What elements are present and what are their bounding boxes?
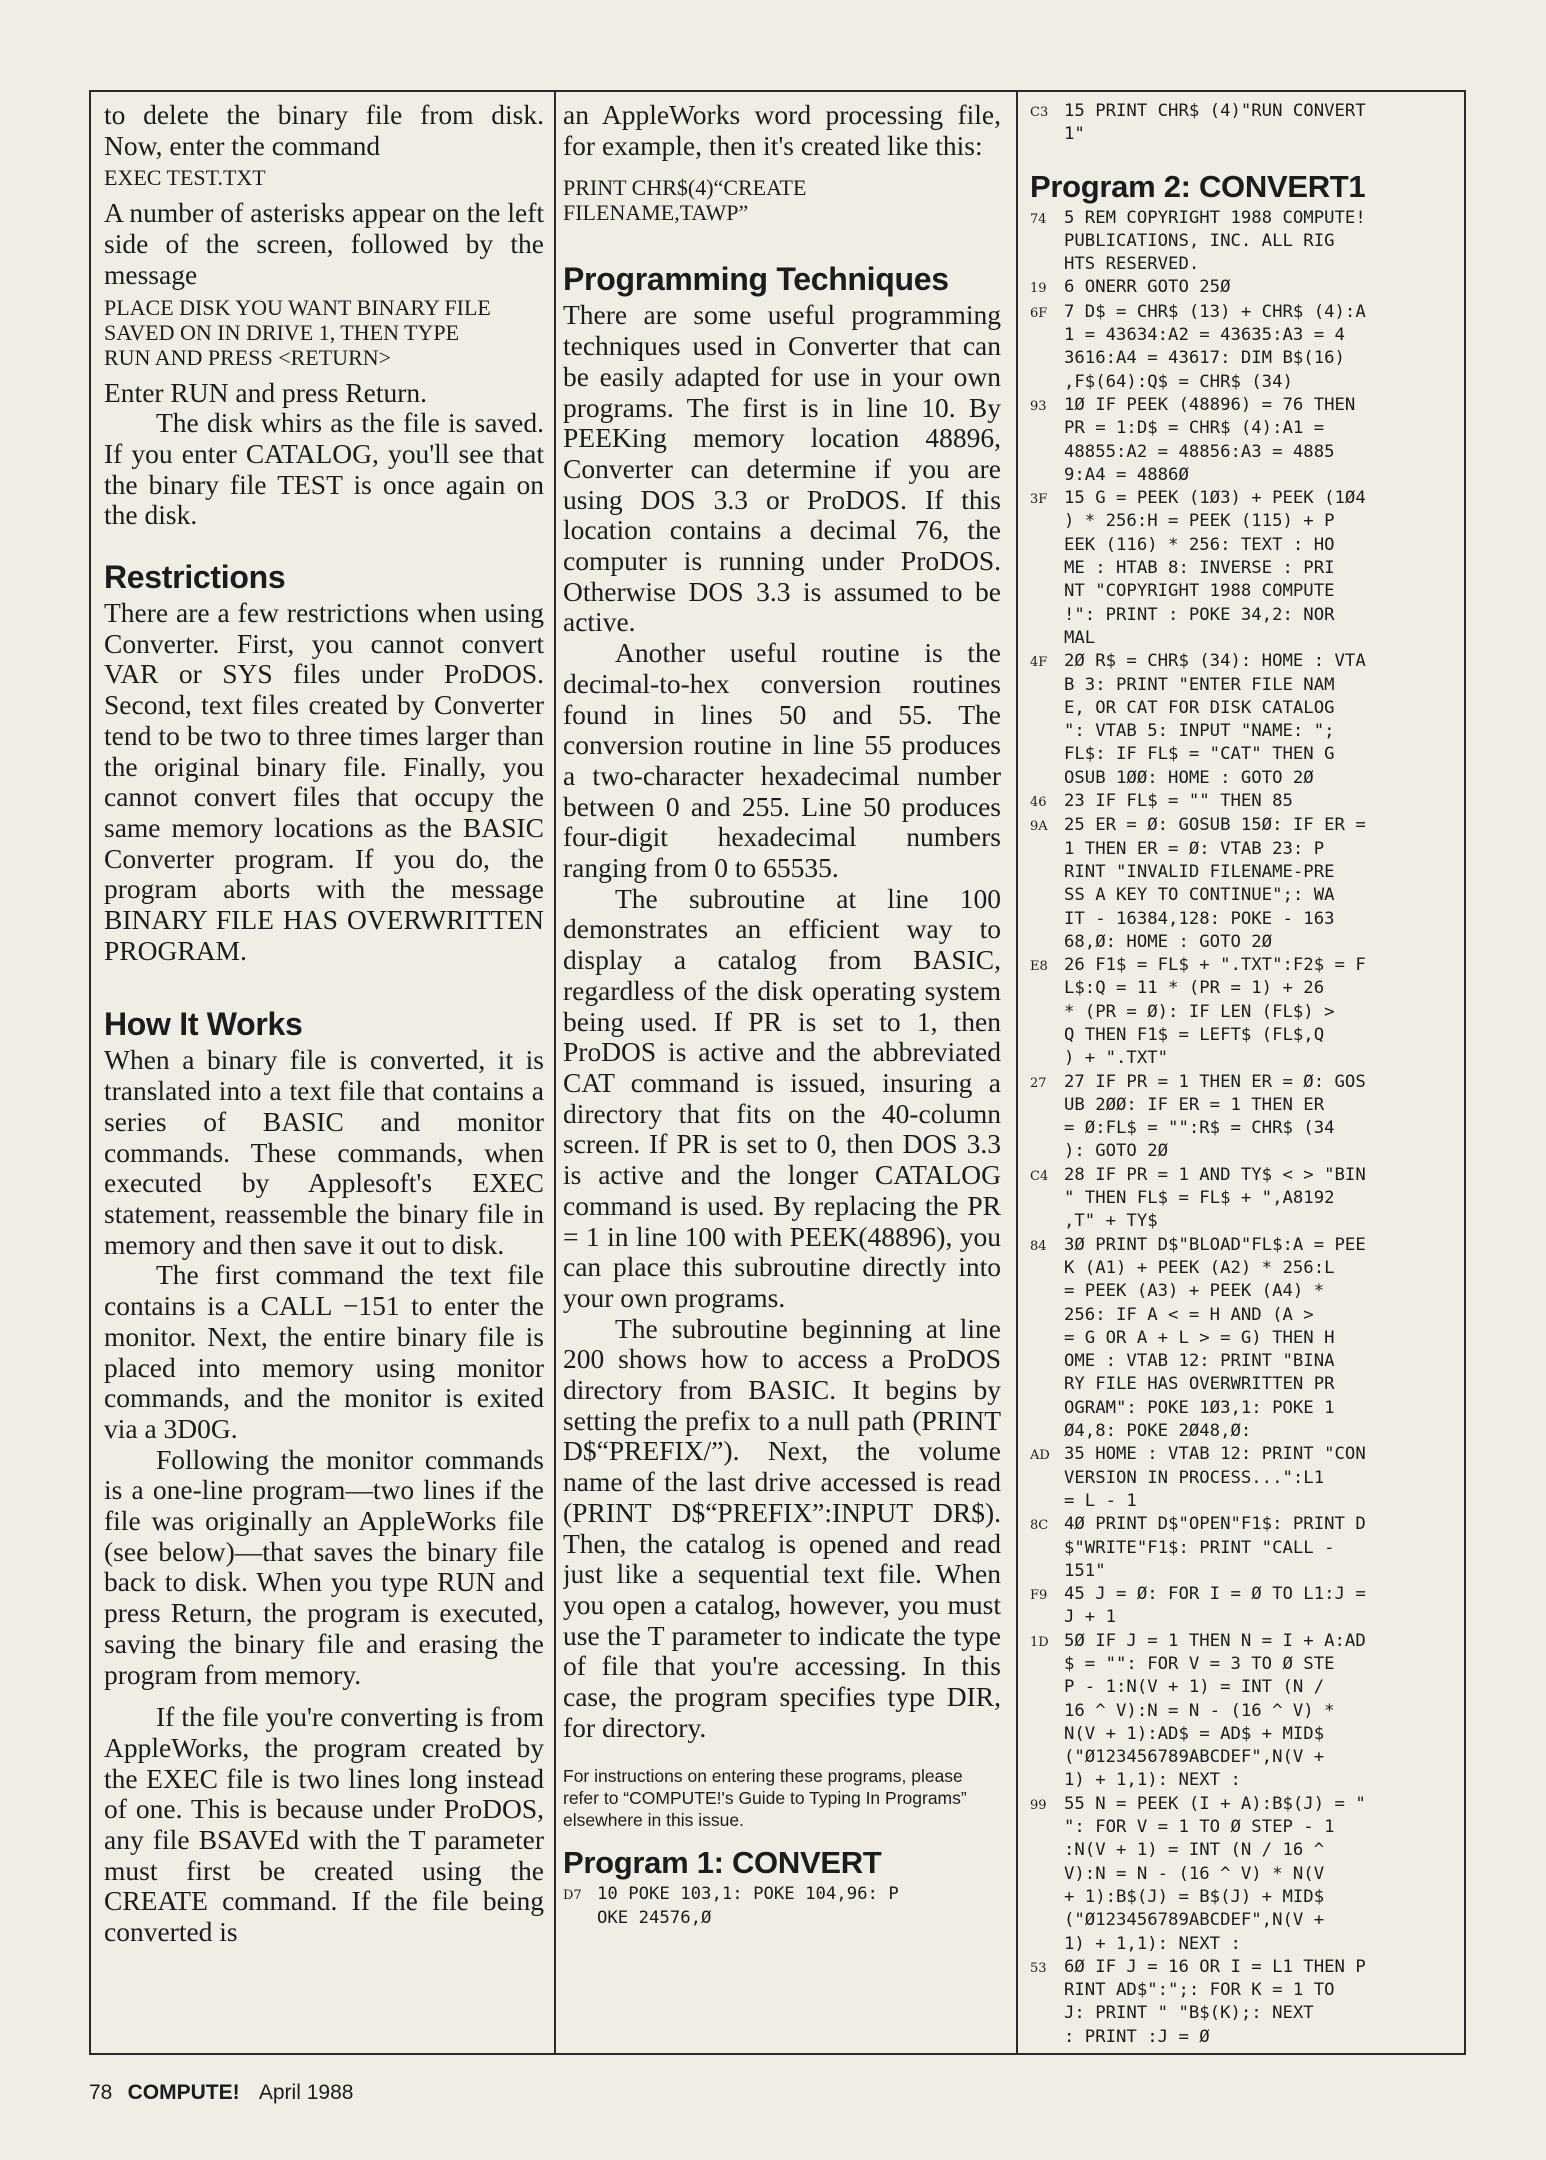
checksum: 27 bbox=[1030, 1075, 1047, 1091]
listing-code: 3Ø PRINT D$"BLOAD"FL$:A = PEE K (A1) + PEEK (A2) * 256:L = PEEK (A3) + PEEK (A4) * 256: IF A < = H AND (A > = G OR A + L > = G) THEN H OME : VTAB 12: PRINT "BINA RY FILE HAS OVERWRITTEN PR OGRAM": POKE 1Ø3,1: POKE 1 Ø4,8: POKE 2Ø48,Ø: bbox=[1064, 1234, 1366, 1442]
listing-line bbox=[1030, 1583, 1462, 1630]
paragraph: an AppleWorks word processing file, for example, then it's created like this: bbox=[563, 100, 1001, 161]
checksum: 3F bbox=[1030, 492, 1048, 508]
paragraph: There are some useful programming techniques used in Converter that can be easily adapted for use in your own programs. The first is in line 10. By PEEKing memory location 48896, Converter can determine if you are using DOS 3.3 or ProDOS. If this location contains a decimal 76, the computer is running under ProDOS. Otherwise DOS 3.3 is assumed to be active. bbox=[563, 299, 1001, 638]
checksum: 99 bbox=[1030, 1797, 1047, 1813]
listing-code: 45 J = Ø: FOR I = Ø TO L1:J = J + 1 bbox=[1064, 1584, 1366, 1628]
checksum: C4 bbox=[1030, 1168, 1049, 1184]
listing-line bbox=[1030, 276, 1462, 300]
listing-line bbox=[1030, 1164, 1462, 1234]
listing-code: 4Ø PRINT D$"OPEN"F1$: PRINT D $"WRITE"F1$: PRINT "CALL - 151" bbox=[1064, 1514, 1366, 1581]
checksum: F9 bbox=[1030, 1588, 1048, 1604]
paragraph: to delete the binary file from disk. Now, enter the command bbox=[104, 100, 544, 161]
listing-line bbox=[1030, 1234, 1462, 1444]
page-footer bbox=[89, 2080, 353, 2105]
checksum: 93 bbox=[1030, 398, 1047, 414]
paragraph: If the file you're converting is from AppleWorks, the program created by the EXEC file is two lines long instead of one. This is because under ProDOS, any file BSAVEd with the T parameter must first be created using the CREATE command. If the file being converted is bbox=[104, 1701, 544, 1948]
magazine-name: COMPUTE! bbox=[127, 2081, 240, 2104]
paragraph: A number of asterisks appear on the left side of the screen, followed by the message bbox=[104, 197, 544, 290]
listing-code: 35 HOME : VTAB 12: PRINT "CON VERSION IN PROCESS...":L1 = L - 1 bbox=[1064, 1444, 1366, 1511]
listing-line bbox=[1030, 394, 1462, 487]
checksum: AD bbox=[1030, 1448, 1050, 1464]
program-listing bbox=[1030, 100, 1462, 147]
checksum: 53 bbox=[1030, 1960, 1047, 1976]
listing-line bbox=[1030, 790, 1462, 814]
listing-line bbox=[563, 1883, 1001, 1930]
listing-code: 55 N = PEEK (I + A):B$(J) = " ": FOR V = 1 TO Ø STEP - 1 :N(V + 1) = INT (N / 16 ^ V):N = N - (16 ^ V) * N(V + 1):B$(J) = B$(J) + MID$ ("Ø123456789ABCDEF",N(V + 1) + 1,1): NEXT : bbox=[1064, 1793, 1366, 1954]
listing-code: 2Ø R$ = CHR$ (34): HOME : VTA B 3: PRINT "ENTER FILE NAM E, OR CAT FOR DISK CATALOG ": VTAB 5: INPUT "NAME: "; FL$: IF FL$ = "CAT" THEN G OSUB 1ØØ: HOME : GOTO 2Ø bbox=[1064, 651, 1366, 788]
listing-code: 23 IF FL$ = "" THEN 85 bbox=[1064, 791, 1293, 812]
section-heading: How It Works bbox=[104, 1006, 303, 1043]
listing-line bbox=[1030, 954, 1462, 1070]
listing-code: 1Ø IF PEEK (48896) = 76 THEN PR = 1:D$ = CHR$ (4):A1 = 48855:A2 = 48856:A3 = 4885 9:A4 = 4886Ø bbox=[1064, 394, 1356, 485]
paragraph: The subroutine beginning at line 200 shows how to access a ProDOS directory from BASIC. It begins by setting the prefix to a null path (PRINT D$“PREFIX/”). Next, the volume name of the last drive accessed is read (PRINT D$“PREFIX”:INPUT DR$). Then, the catalog is opened and read just like a sequential text file. When you open a catalog, however, you must use the T parameter to indicate the type of file that you're accessing. In this case, the program specifies type DIR, for directory. bbox=[563, 1312, 1001, 1743]
paragraph: Another useful routine is the decimal-to-hex conversion routines found in lines 50 and 55. The conversion routine in line 55 produces a two-character hexadecimal number between 0 and 255. Line 50 produces four-digit hexadecimal numbers ranging from 0 to 65535. bbox=[563, 637, 1001, 884]
checksum: 1D bbox=[1030, 1634, 1049, 1650]
listing-code: 28 IF PR = 1 AND TY$ < > "BIN " THEN FL$ = FL$ + ",A8192 ,T" + TY$ bbox=[1064, 1164, 1366, 1232]
section-heading: Programming Techniques bbox=[563, 261, 949, 298]
program-heading: Program 2: CONVERT1 bbox=[1030, 168, 1366, 204]
listing-code: 7 D$ = CHR$ (13) + CHR$ (4):A 1 = 43634:A2 = 43635:A3 = 4 3616:A4 = 43617: DIM B$(16) ,F$(64):Q$ = CHR$ (34) bbox=[1064, 301, 1366, 392]
column-rule bbox=[1016, 92, 1018, 2054]
listing-line bbox=[1030, 301, 1462, 394]
paragraph: The first command the text file contains is a CALL −151 to enter the monitor. Next, the entire binary file is placed into memory using monitor commands, and the monitor is exited via a 3D0G. bbox=[104, 1259, 544, 1444]
listing-code: 5 REM COPYRIGHT 1988 COMPUTE! PUBLICATIONS, INC. ALL RIG HTS RESERVED. bbox=[1064, 207, 1366, 275]
listing-code: 27 IF PR = 1 THEN ER = Ø: GOS UB 2ØØ: IF ER = 1 THEN ER = Ø:FL$ = "":R$ = CHR$ (34 ): GOTO 2Ø bbox=[1064, 1071, 1366, 1162]
page-number: 78 bbox=[89, 2081, 113, 2104]
checksum: 8C bbox=[1030, 1518, 1049, 1534]
column-rule bbox=[554, 92, 556, 2054]
code-sample: PLACE DISK YOU WANT BINARY FILE SAVED ON IN DRIVE 1, THEN TYPE RUN AND PRESS <RETURN> bbox=[104, 294, 491, 370]
checksum: 19 bbox=[1030, 281, 1047, 297]
code-sample: EXEC TEST.TXT bbox=[104, 165, 266, 191]
paragraph: When a binary file is converted, it is translated into a text file that contains a series of BASIC and monitor commands. These commands, when executed by Applesoft's EXEC statement, reassemble the binary file in memory and then save it out to disk. bbox=[104, 1044, 544, 1260]
column-1 bbox=[104, 100, 544, 1948]
checksum: D7 bbox=[563, 1888, 582, 1904]
listing-code: 15 PRINT CHR$ (4)"RUN CONVERT 1" bbox=[1064, 101, 1366, 145]
listing-line bbox=[1030, 1793, 1462, 1956]
checksum: 4F bbox=[1030, 655, 1048, 671]
program-heading: Program 1: CONVERT bbox=[563, 1845, 882, 1881]
paragraph: Enter RUN and press Return. bbox=[104, 376, 428, 408]
listing-line bbox=[1030, 814, 1462, 954]
listing-line bbox=[1030, 207, 1462, 277]
listing-code: 15 G = PEEK (1Ø3) + PEEK (1Ø4 ) * 256:H = PEEK (115) + P EEK (116) * 256: TEXT : HO ME : HTAB 8: INVERSE : PRI NT "COPYRIGHT 1988 COMPUTE !": PRINT : POKE 34,2: NOR MAL bbox=[1064, 488, 1366, 648]
listing-code: 5Ø IF J = 1 THEN N = I + A:AD $ = "": FOR V = 3 TO Ø STE P - 1:N(V + 1) = INT (N / 16 ^ V):N = N - (16 ^ V) * N(V + 1):AD$ = AD$ + MID$ ("Ø123456789ABCDEF",N(V + 1) + 1,1): NEXT : bbox=[1064, 1630, 1366, 1791]
listing-line bbox=[1030, 1956, 1462, 2049]
listing-line bbox=[1030, 1630, 1462, 1793]
program-listing bbox=[563, 1883, 1001, 1930]
program-listing bbox=[1030, 207, 1462, 2049]
checksum: E8 bbox=[1030, 959, 1048, 975]
listing-code: 26 F1$ = FL$ + ".TXT":F2$ = F L$:Q = 11 * (PR = 1) + 26 * (PR = Ø): IF LEN (FL$) > Q THEN F1$ = LEFT$ (FL$,Q ) + ".TXT" bbox=[1064, 955, 1366, 1069]
code-sample: PRINT CHR$(4)“CREATE FILENAME,TAWP” bbox=[563, 175, 807, 226]
listing-line bbox=[1030, 650, 1462, 790]
listing-code: 10 POKE 103,1: POKE 104,96: P OKE 24576,Ø bbox=[597, 1884, 899, 1928]
column-3 bbox=[1030, 100, 1462, 2049]
listing-line bbox=[1030, 487, 1462, 650]
listing-line bbox=[1030, 1513, 1462, 1583]
column-2 bbox=[563, 100, 1001, 1930]
listing-code: 6 ONERR GOTO 25Ø bbox=[1064, 277, 1231, 298]
listing-code: 6Ø IF J = 16 OR I = L1 THEN P RINT AD$":";: FOR K = 1 TO J: PRINT " "B$(K);: NEXT : PRINT :J = Ø bbox=[1064, 1956, 1366, 2047]
checksum: 46 bbox=[1030, 795, 1047, 811]
checksum: C3 bbox=[1030, 105, 1049, 120]
paragraph: There are a few restrictions when using Converter. First, you cannot convert VAR or SYS files under ProDOS. Second, text files created by Converter tend to be two to three times larger than the original binary file. Finally, you cannot convert files that occupy the same memory locations as the BASIC Converter program. If you do, the program aborts with the message BINARY FILE HAS OVERWRITTEN PROGRAM. bbox=[104, 597, 544, 966]
listing-code: 25 ER = Ø: GOSUB 15Ø: IF ER = 1 THEN ER = Ø: VTAB 23: P RINT "INVALID FILENAME-PRE SS A KEY TO CONTINUE";: WA IT - 16384,128: POKE - 163 68,Ø: HOME : GOTO 2Ø bbox=[1064, 815, 1366, 952]
issue-date: April 1988 bbox=[258, 2081, 354, 2104]
listing-line bbox=[1030, 1071, 1462, 1164]
checksum: 6F bbox=[1030, 305, 1048, 321]
checksum: 9A bbox=[1030, 819, 1048, 835]
checksum: 84 bbox=[1030, 1238, 1047, 1254]
paragraph: The disk whirs as the file is saved. If you enter CATALOG, you'll see that the binary file TEST is once again on the disk. bbox=[104, 407, 544, 531]
paragraph: Following the monitor commands is a one-line program—two lines if the file was originally an AppleWorks file (see below)—that saves the binary file back to disk. When you type RUN and press Return, the program is executed, saving the binary file and erasing the program from memory. bbox=[104, 1443, 544, 1690]
typing-note: For instructions on entering these programs, please refer to “COMPUTE!'s Guide to Typing In Programs” elsewhere in this issue. bbox=[563, 1766, 967, 1831]
section-heading: Restrictions bbox=[104, 559, 286, 596]
listing-line bbox=[1030, 1443, 1462, 1513]
checksum: 74 bbox=[1030, 211, 1047, 227]
listing-line bbox=[1030, 100, 1462, 147]
paragraph: The subroutine at line 100 demonstrates an efficient way to display a catalog from BASIC, regardless of the disk operating system being used. If PR is set to 1, then ProDOS is active and the abbreviated CAT command is issued, insuring a directory that fits on the 40-column screen. If PR is set to 0, then DOS 3.3 is active and the longer CATALOG command is used. By replacing the PR = 1 in line 100 with PEEK(48896), you can place this subroutine directly into your own programs. bbox=[563, 882, 1001, 1313]
